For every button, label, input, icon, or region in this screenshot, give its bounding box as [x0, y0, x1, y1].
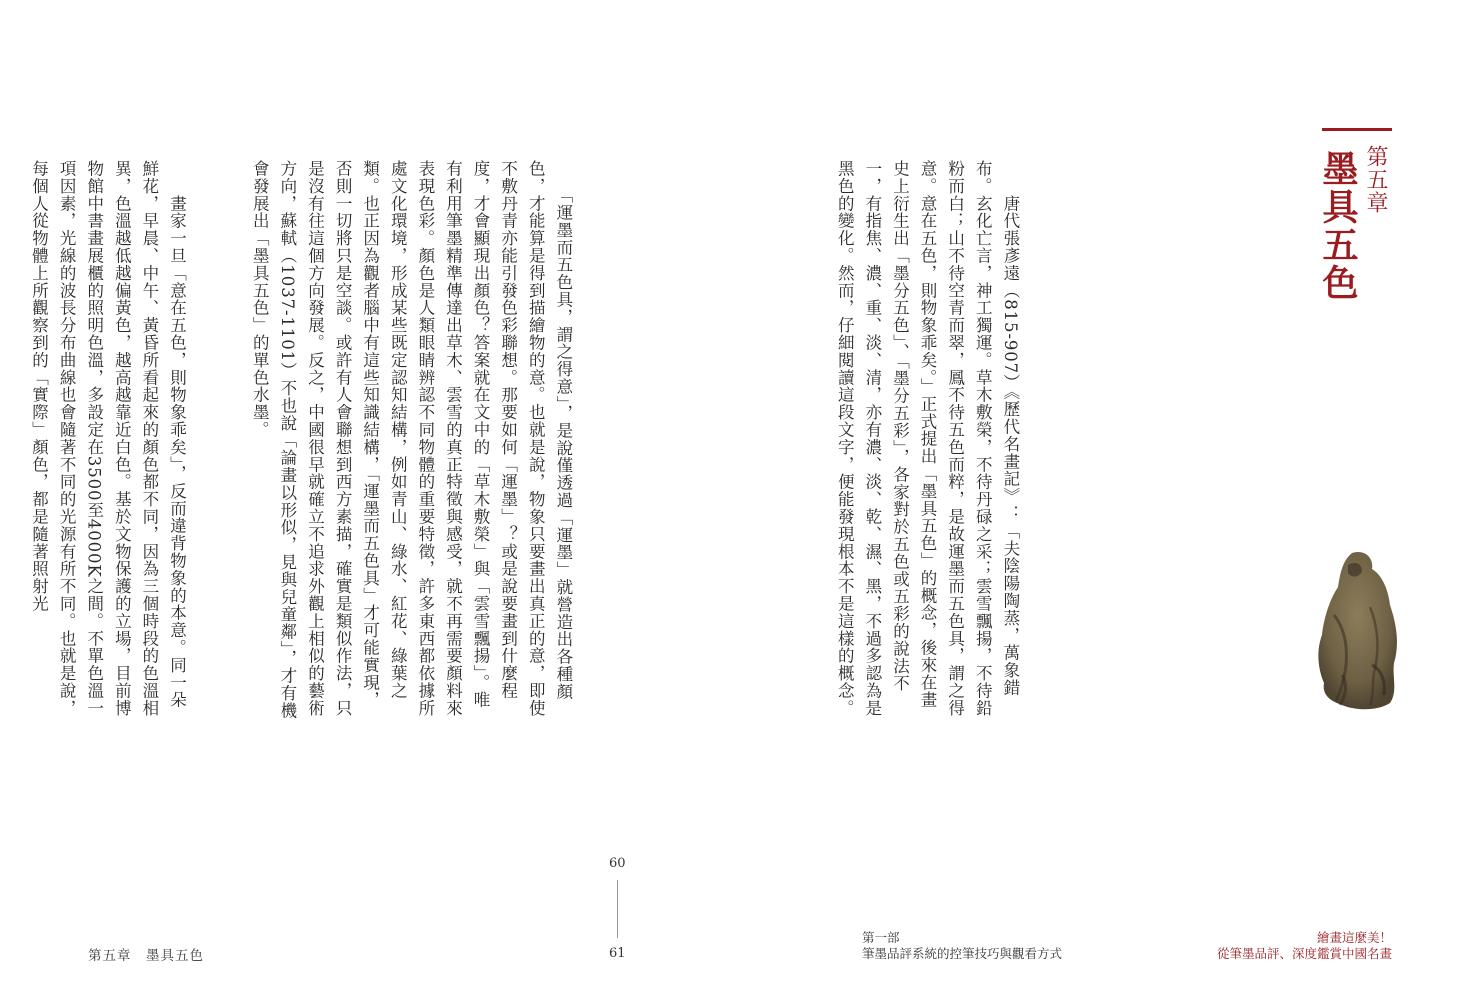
ink-figure-illustration [1312, 545, 1402, 715]
chapter-label: 第五章 [1363, 145, 1388, 214]
chapter-title: 墨具五色 [1317, 150, 1359, 302]
running-footer-chapter: 第五章 墨具五色 [88, 948, 204, 964]
left-paragraph-1: 「運墨而五色具，謂之得意」，是說僅透過「運墨」就營造出各種顏色，才能算是得到描繪物的意。也就是說，物象只要畫出真正的意，即使不敷丹青亦能引發色彩聯想。那要如何「運墨」？或是說要畫到什麼程度，才會顯現出顏色？答案就在文中的「草木敷榮」與「雲雪飄揚」。唯有利用筆墨精準傳達出草木、雲雪的真正特徵與感受，就不再需要顏料來表現色彩。顏色是人類眼睛辨認不同物體的重要特徵，許多東西都依據所處文化環境，形成某些既定認知結構，例如青山、綠水、紅花、綠葉之類。也正因為觀者腦中有這些知識結構，「運墨而五色具」才可能實現，否則一切將只是空談。或許有人會聯想到西方素描，確實是類似作法，只是沒有往這個方向發展。反之，中國很早就確立不追求外觀上相似的藝術方向，蘇軾（1037-1101）不也說「論畫以形似，見與兒童鄰」，才有機會發展出「墨具五色」的單色水墨。 [250, 160, 573, 720]
page-number-61: 61 [609, 946, 626, 961]
page-number-60: 60 [609, 856, 626, 871]
running-footer-book-subtitle: 從筆墨品評、深度鑑賞中國名畫 [1216, 946, 1392, 961]
running-footer-part: 第一部 [862, 930, 900, 945]
running-footer-part-subtitle: 筆墨品評系統的控筆技巧與觀看方式 [862, 946, 1063, 961]
right-paragraph-1: 唐代張彥遠（815-907）《歷代名畫記》：「夫陰陽陶蒸，萬象錯布。玄化亡言，神工獨運。草木敷榮，不待丹碌之采；雲雪飄揚，不待鉛粉而白；山不待空青而翠，鳳不待五色而粹，是故運墨而五色具，謂之得意。意在五色，則物象乖矣。」正式提出「墨具五色」的概念，後來在畫史上衍生出「墨分五色」、「墨分五彩」，各家對於五色或五彩的說法不一，有指焦、濃、重、淡、清，亦有濃、淡、乾、濕、黑，不過多認為是黑色的變化。然而，仔細閱讀這段文字，便能發現根本不是這樣的概念。 [835, 160, 1020, 717]
left-page-text [29, 160, 632, 720]
gutter-divider [617, 880, 618, 938]
running-footer-book-title: 繪畫這麼美！ [1316, 930, 1392, 945]
left-paragraph-2: 畫家一旦「意在五色，則物象乖矣」，反而違背物象的本意。同一朵鮮花，早晨、中午、黃昏所看起來的顏色都不同，因為三個時段的色溫相異，色溫越低越偏黃色，越高越靠近白色。基於文物保護的立場，目前博物館中書畫展櫃的照明色溫，多設定在3500至4000K之間。不單色溫一項因素，光線的波長分布曲線也會隨著不同的光源有所不同。也就是說，每個人從物體上所觀察到的「實際」顏色，都是隨著照射光 [29, 160, 187, 717]
chapter-rule [1322, 128, 1392, 131]
right-page-text [835, 160, 1079, 720]
